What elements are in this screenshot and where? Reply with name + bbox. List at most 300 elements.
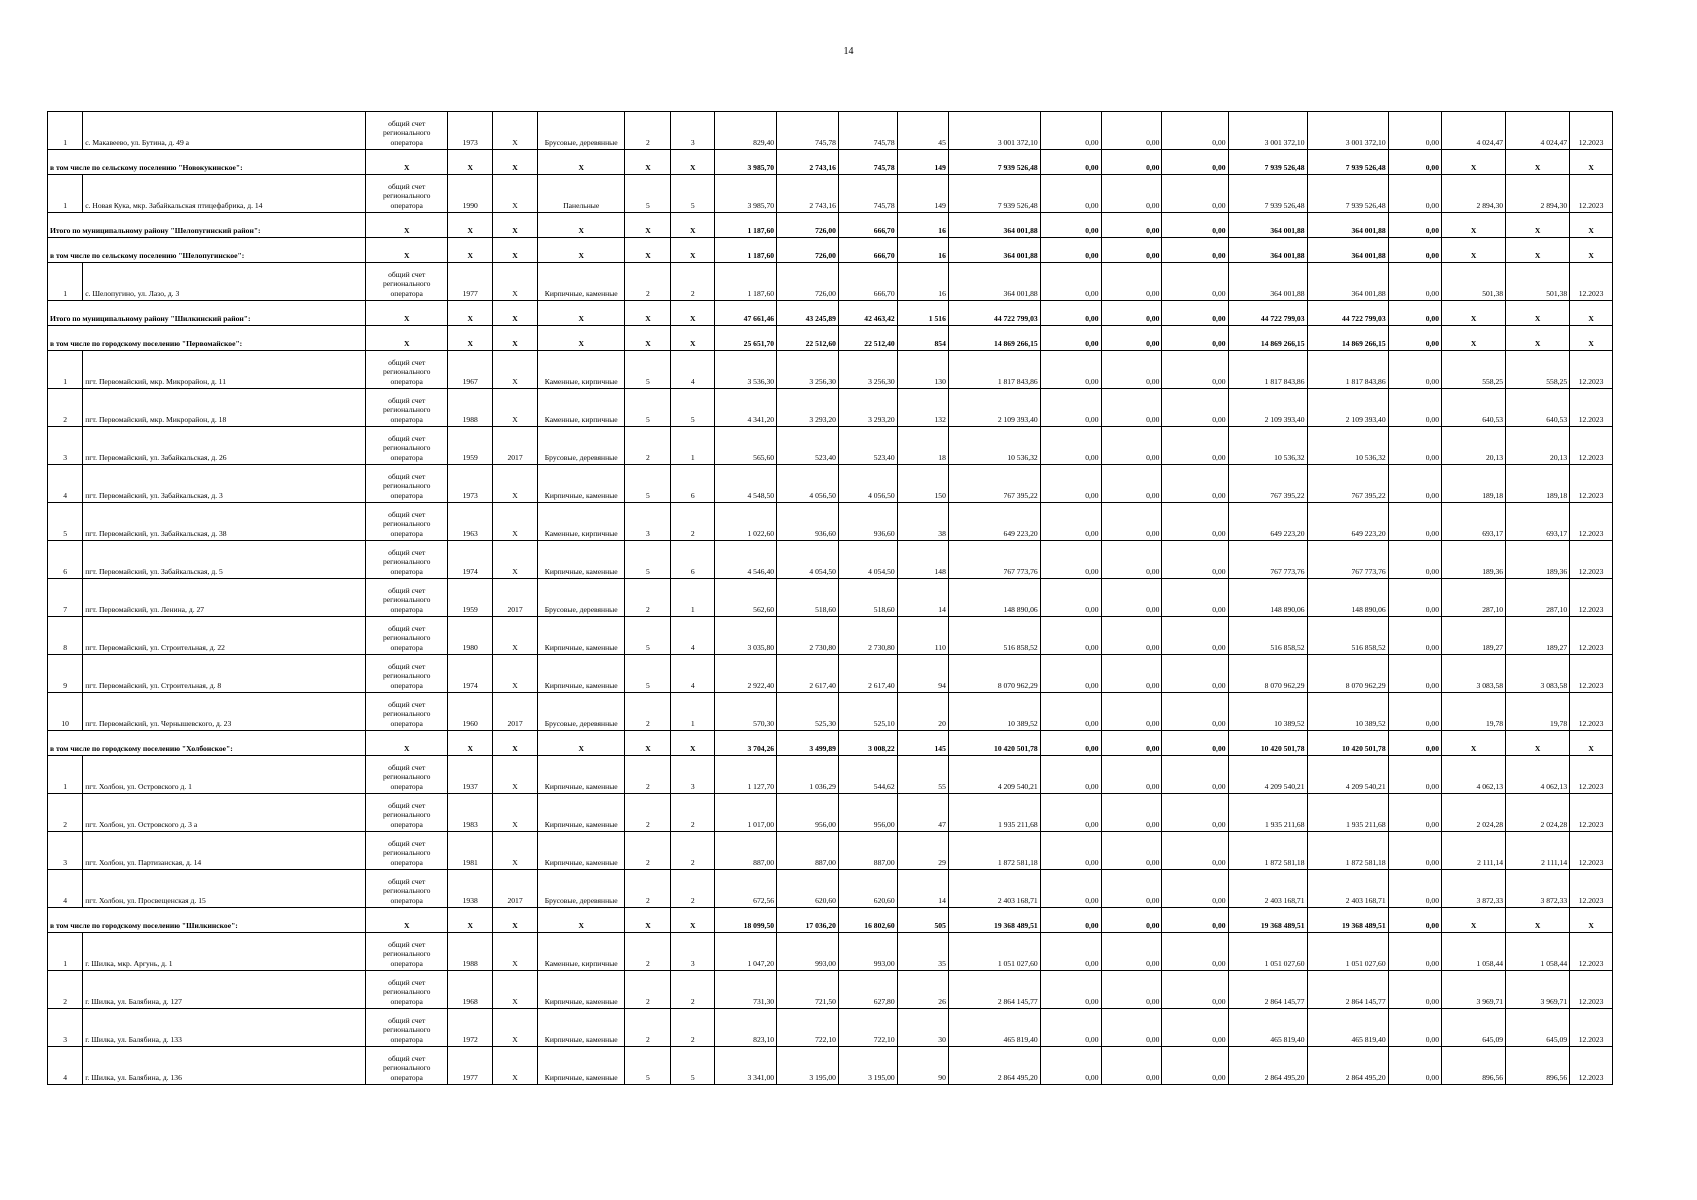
subtotal-cell: 726,00 xyxy=(777,238,839,263)
table-cell: 956,00 xyxy=(777,794,839,832)
subtotal-cell: 16 802,60 xyxy=(838,908,897,933)
table-cell: 2 403 168,71 xyxy=(1228,870,1307,908)
table-cell: Кирпичные, каменные xyxy=(537,756,625,794)
table-cell: 7 939 526,48 xyxy=(1307,175,1388,213)
table-cell: 0,00 xyxy=(1040,263,1101,301)
subtotal-cell: 44 722 799,03 xyxy=(1307,301,1388,326)
subtotal-cell: 1 187,60 xyxy=(715,213,777,238)
table-cell: 0,00 xyxy=(1388,541,1441,579)
table-cell: 0,00 xyxy=(1101,971,1162,1009)
subtotal-cell: X xyxy=(1442,326,1506,351)
table-cell: 10 536,32 xyxy=(1228,427,1307,465)
table-cell: 0,00 xyxy=(1040,427,1101,465)
subtotal-cell: 7 939 526,48 xyxy=(1228,150,1307,175)
table-cell: Брусовые, деревянные xyxy=(537,693,625,731)
table-cell: 5 xyxy=(625,617,671,655)
table-cell: 3 341,00 xyxy=(715,1047,777,1085)
table-cell: 20,13 xyxy=(1442,427,1506,465)
table-cell: 523,40 xyxy=(777,427,839,465)
subtotal-cell: X xyxy=(493,238,538,263)
table-cell: 2 xyxy=(625,1009,671,1047)
subtotal-cell: в том числе по сельскому поселению "Новокукинское": xyxy=(48,150,366,175)
table-cell: 47 xyxy=(897,794,948,832)
table-cell: 1 xyxy=(48,175,83,213)
subtotal-cell: X xyxy=(493,213,538,238)
table-cell: 936,60 xyxy=(838,503,897,541)
table-cell: 2 xyxy=(625,112,671,150)
table-cell: 5 xyxy=(671,389,715,427)
table-cell: 5 xyxy=(625,655,671,693)
table-cell: 558,25 xyxy=(1506,351,1570,389)
table-row xyxy=(48,579,1613,617)
table-cell: Кирпичные, каменные xyxy=(537,655,625,693)
table-cell: 2 xyxy=(671,971,715,1009)
subtotal-cell: 666,70 xyxy=(838,238,897,263)
subtotal-cell: 0,00 xyxy=(1101,326,1162,351)
table-cell: 0,00 xyxy=(1162,465,1228,503)
table-cell: 1 127,70 xyxy=(715,756,777,794)
table-cell: 1972 xyxy=(448,1009,493,1047)
table-cell: X xyxy=(493,112,538,150)
table-cell: X xyxy=(493,756,538,794)
table-row xyxy=(48,389,1613,427)
table-row xyxy=(48,933,1613,971)
table-cell: 0,00 xyxy=(1101,794,1162,832)
table-cell: общий счет регионального оператора xyxy=(366,1009,448,1047)
table-cell: 364 001,88 xyxy=(1307,263,1388,301)
subtotal-cell: X xyxy=(625,731,671,756)
table-cell: 4 054,50 xyxy=(777,541,839,579)
table-cell: 0,00 xyxy=(1040,870,1101,908)
table-cell: 0,00 xyxy=(1162,427,1228,465)
table-cell: 5 xyxy=(671,1047,715,1085)
table-cell: 287,10 xyxy=(1442,579,1506,617)
table-cell: 3 872,33 xyxy=(1506,870,1570,908)
subtotal-cell: 149 xyxy=(897,150,948,175)
table-cell: 0,00 xyxy=(1162,971,1228,1009)
table-cell: 4 xyxy=(671,617,715,655)
table-cell: общий счет регионального оператора xyxy=(366,175,448,213)
subtotal-cell: Итого по муниципальному району "Шелопугинский район": xyxy=(48,213,366,238)
table-cell: 565,60 xyxy=(715,427,777,465)
subtotal-cell: X xyxy=(625,213,671,238)
table-cell: 2 111,14 xyxy=(1442,832,1506,870)
table-cell: 1963 xyxy=(448,503,493,541)
subtotal-cell: 0,00 xyxy=(1162,908,1228,933)
table-cell: Каменные, кирпичные xyxy=(537,389,625,427)
subtotal-cell: 0,00 xyxy=(1040,301,1101,326)
table-cell: 0,00 xyxy=(1388,832,1441,870)
table-cell: 2 024,28 xyxy=(1506,794,1570,832)
table-cell: 8 070 962,29 xyxy=(1307,655,1388,693)
table-cell: 1 058,44 xyxy=(1506,933,1570,971)
table-cell: 287,10 xyxy=(1506,579,1570,617)
table-cell: 1981 xyxy=(448,832,493,870)
table-cell: 12.2023 xyxy=(1570,832,1613,870)
subtotal-cell: X xyxy=(493,301,538,326)
table-cell: 0,00 xyxy=(1040,794,1101,832)
subtotal-cell: X xyxy=(1442,213,1506,238)
table-row xyxy=(48,351,1613,389)
table-cell: 722,10 xyxy=(838,1009,897,1047)
table-cell: Каменные, кирпичные xyxy=(537,351,625,389)
table-cell: 3 985,70 xyxy=(715,175,777,213)
subtotal-cell: 1 516 xyxy=(897,301,948,326)
table-cell: 516 858,52 xyxy=(948,617,1040,655)
table-cell: 4 062,13 xyxy=(1506,756,1570,794)
table-cell: 4 548,50 xyxy=(715,465,777,503)
subtotal-cell: 3 499,89 xyxy=(777,731,839,756)
table-cell: 1 817 843,86 xyxy=(1228,351,1307,389)
table-cell: 4 024,47 xyxy=(1506,112,1570,150)
subtotal-cell: X xyxy=(493,326,538,351)
table-row xyxy=(48,175,1613,213)
table-cell: 12.2023 xyxy=(1570,617,1613,655)
table-cell: Кирпичные, каменные xyxy=(537,1009,625,1047)
table-cell: 721,50 xyxy=(777,971,839,1009)
table-cell: 620,60 xyxy=(777,870,839,908)
subtotal-cell: X xyxy=(1570,150,1613,175)
table-cell: 1 047,20 xyxy=(715,933,777,971)
table-cell: общий счет регионального оператора xyxy=(366,427,448,465)
table-cell: 3 xyxy=(625,503,671,541)
table-cell: 6 xyxy=(671,465,715,503)
table-cell: 2 109 393,40 xyxy=(1307,389,1388,427)
table-cell: 2 403 168,71 xyxy=(1307,870,1388,908)
table-cell: 90 xyxy=(897,1047,948,1085)
subtotal-cell: X xyxy=(1506,150,1570,175)
subtotal-cell: 364 001,88 xyxy=(1228,213,1307,238)
table-row xyxy=(48,756,1613,794)
table-cell: общий счет регионального оператора xyxy=(366,794,448,832)
table-cell: 1 017,00 xyxy=(715,794,777,832)
table-cell: 0,00 xyxy=(1388,693,1441,731)
table-row xyxy=(48,503,1613,541)
table-cell: общий счет регионального оператора xyxy=(366,503,448,541)
subtotal-cell: в том числе по городскому поселению "Холбонское": xyxy=(48,731,366,756)
table-cell: 887,00 xyxy=(838,832,897,870)
table-cell: 149 xyxy=(897,175,948,213)
subtotal-cell: X xyxy=(448,238,493,263)
subtotal-cell: X xyxy=(1442,150,1506,175)
subtotal-cell: X xyxy=(448,301,493,326)
table-cell: 26 xyxy=(897,971,948,1009)
table-cell: 5 xyxy=(625,465,671,503)
subtotal-cell: 3 704,26 xyxy=(715,731,777,756)
table-cell: 0,00 xyxy=(1162,756,1228,794)
table-cell: Кирпичные, каменные xyxy=(537,263,625,301)
table-cell: X xyxy=(493,655,538,693)
table-cell: общий счет регионального оператора xyxy=(366,263,448,301)
subtotal-cell: 44 722 799,03 xyxy=(948,301,1040,326)
table-cell: 3 969,71 xyxy=(1442,971,1506,1009)
subtotal-cell: 19 368 489,51 xyxy=(948,908,1040,933)
subtotal-cell: X xyxy=(448,326,493,351)
table-cell: 0,00 xyxy=(1040,756,1101,794)
housing-repair-table xyxy=(47,111,1613,1085)
table-cell: 4 062,13 xyxy=(1442,756,1506,794)
subtotal-cell: 0,00 xyxy=(1040,150,1101,175)
subtotal-cell: в том числе по городскому поселению "Шилкинское": xyxy=(48,908,366,933)
table-cell: с. Новая Кука, мкр. Забайкальская птицефабрика, д. 14 xyxy=(83,175,366,213)
table-cell: 5 xyxy=(625,351,671,389)
table-row xyxy=(48,263,1613,301)
table-cell: 0,00 xyxy=(1388,427,1441,465)
table-cell: Брусовые, деревянные xyxy=(537,579,625,617)
table-cell: 465 819,40 xyxy=(948,1009,1040,1047)
table-cell: 0,00 xyxy=(1040,933,1101,971)
table-row xyxy=(48,112,1613,150)
table-cell: 2 xyxy=(48,971,83,1009)
table-cell: 2 xyxy=(625,832,671,870)
subtotal-cell: X xyxy=(493,908,538,933)
table-cell: 1 935 211,68 xyxy=(1228,794,1307,832)
subtotal-cell: 0,00 xyxy=(1162,326,1228,351)
table-cell: 3 293,20 xyxy=(777,389,839,427)
table-cell: 0,00 xyxy=(1388,112,1441,150)
subtotal-cell: 1 187,60 xyxy=(715,238,777,263)
table-cell: 0,00 xyxy=(1101,503,1162,541)
table-cell: 12.2023 xyxy=(1570,465,1613,503)
subtotal-cell: 364 001,88 xyxy=(948,213,1040,238)
subtotal-cell: 0,00 xyxy=(1388,238,1441,263)
table-cell: 1 xyxy=(48,263,83,301)
table-cell: 0,00 xyxy=(1162,870,1228,908)
table-cell: 38 xyxy=(897,503,948,541)
table-cell: 12.2023 xyxy=(1570,1047,1613,1085)
table-cell: 1959 xyxy=(448,427,493,465)
table-cell: 1980 xyxy=(448,617,493,655)
table-cell: 0,00 xyxy=(1388,794,1441,832)
table-cell: 0,00 xyxy=(1162,175,1228,213)
table-cell: 0,00 xyxy=(1101,655,1162,693)
table-cell: г. Шилка, ул. Балябина, д. 127 xyxy=(83,971,366,1009)
subtotal-cell: X xyxy=(366,301,448,326)
table-cell: 620,60 xyxy=(838,870,897,908)
table-cell: 525,10 xyxy=(838,693,897,731)
subtotal-cell: X xyxy=(448,150,493,175)
table-cell: г. Шилка, ул. Балябина, д. 133 xyxy=(83,1009,366,1047)
table-cell: Каменные, кирпичные xyxy=(537,933,625,971)
table-cell: 640,53 xyxy=(1506,389,1570,427)
table-cell: 12.2023 xyxy=(1570,794,1613,832)
table-cell: пгт. Первомайский, ул. Забайкальская, д. 3 xyxy=(83,465,366,503)
table-cell: X xyxy=(493,503,538,541)
table-cell: 1973 xyxy=(448,465,493,503)
table-cell: 823,10 xyxy=(715,1009,777,1047)
table-cell: общий счет регионального оператора xyxy=(366,389,448,427)
table-cell: 5 xyxy=(671,175,715,213)
table-cell: общий счет регионального оператора xyxy=(366,655,448,693)
table-cell: 10 536,32 xyxy=(948,427,1040,465)
table-cell: X xyxy=(493,794,538,832)
table-cell: 35 xyxy=(897,933,948,971)
table-cell: общий счет регионального оператора xyxy=(366,693,448,731)
table-cell: общий счет регионального оператора xyxy=(366,541,448,579)
table-cell: 4 056,50 xyxy=(838,465,897,503)
table-cell: 3 083,58 xyxy=(1506,655,1570,693)
subtotal-cell: X xyxy=(1442,908,1506,933)
table-cell: 1937 xyxy=(448,756,493,794)
table-cell: 2 743,16 xyxy=(777,175,839,213)
subtotal-cell: 0,00 xyxy=(1388,213,1441,238)
table-cell: 0,00 xyxy=(1101,263,1162,301)
table-cell: 189,27 xyxy=(1442,617,1506,655)
table-cell: 130 xyxy=(897,351,948,389)
table-cell: 0,00 xyxy=(1388,389,1441,427)
table-cell: 0,00 xyxy=(1388,263,1441,301)
table-cell: 10 389,52 xyxy=(948,693,1040,731)
table-cell: X xyxy=(493,1047,538,1085)
subtotal-cell: 505 xyxy=(897,908,948,933)
table-cell: 4 xyxy=(48,870,83,908)
table-cell: 5 xyxy=(625,1047,671,1085)
table-cell: 0,00 xyxy=(1162,617,1228,655)
table-cell: 1938 xyxy=(448,870,493,908)
table-cell: 0,00 xyxy=(1388,465,1441,503)
subtotal-cell: 10 420 501,78 xyxy=(948,731,1040,756)
table-cell: 2 864 495,20 xyxy=(948,1047,1040,1085)
subtotal-cell: 10 420 501,78 xyxy=(1228,731,1307,756)
table-cell: 2 864 145,77 xyxy=(1228,971,1307,1009)
table-cell: 0,00 xyxy=(1101,579,1162,617)
table-cell: 3 195,00 xyxy=(777,1047,839,1085)
subtotal-cell: 726,00 xyxy=(777,213,839,238)
subtotal-cell: 17 036,20 xyxy=(777,908,839,933)
table-cell: 2 xyxy=(625,263,671,301)
subtotal-cell: 0,00 xyxy=(1162,150,1228,175)
subtotal-cell: 0,00 xyxy=(1101,238,1162,263)
subtotal-cell: 364 001,88 xyxy=(948,238,1040,263)
subtotal-cell: 0,00 xyxy=(1101,150,1162,175)
table-cell: 0,00 xyxy=(1162,112,1228,150)
table-cell: 2 xyxy=(625,756,671,794)
subtotal-cell: 22 512,40 xyxy=(838,326,897,351)
subtotal-cell: X xyxy=(1506,213,1570,238)
table-cell: общий счет регионального оператора xyxy=(366,933,448,971)
table-cell: 45 xyxy=(897,112,948,150)
table-cell: 2 109 393,40 xyxy=(948,389,1040,427)
table-cell: 0,00 xyxy=(1162,693,1228,731)
table-cell: 562,60 xyxy=(715,579,777,617)
table-cell: 4 209 540,21 xyxy=(948,756,1040,794)
table-cell: 0,00 xyxy=(1162,503,1228,541)
table-cell: 2 864 495,20 xyxy=(1307,1047,1388,1085)
table-cell: 0,00 xyxy=(1162,832,1228,870)
table-cell: 0,00 xyxy=(1101,465,1162,503)
table-cell: 1968 xyxy=(448,971,493,1009)
table-cell: пгт. Первомайский, ул. Строительная, д. 8 xyxy=(83,655,366,693)
subtotal-cell: 0,00 xyxy=(1101,213,1162,238)
table-cell: 2 xyxy=(625,693,671,731)
table-cell: 767 773,76 xyxy=(948,541,1040,579)
subtotal-cell: X xyxy=(1442,301,1506,326)
subtotal-cell: X xyxy=(537,326,625,351)
table-cell: 4 xyxy=(48,465,83,503)
subtotal-cell: X xyxy=(1506,731,1570,756)
table-cell: Брусовые, деревянные xyxy=(537,427,625,465)
table-cell: 0,00 xyxy=(1162,655,1228,693)
table-cell: 4 xyxy=(671,351,715,389)
table-cell: 0,00 xyxy=(1388,579,1441,617)
table-cell: 1 817 843,86 xyxy=(948,351,1040,389)
table-row xyxy=(48,870,1613,908)
table-cell: 936,60 xyxy=(777,503,839,541)
table-cell: общий счет регионального оператора xyxy=(366,465,448,503)
table-cell: 12.2023 xyxy=(1570,427,1613,465)
table-cell: 189,18 xyxy=(1506,465,1570,503)
table-cell: 2 403 168,71 xyxy=(948,870,1040,908)
table-cell: общий счет регионального оператора xyxy=(366,351,448,389)
subtotal-cell: 14 869 266,15 xyxy=(1228,326,1307,351)
table-cell: 30 xyxy=(897,1009,948,1047)
table-cell: X xyxy=(493,389,538,427)
table-cell: 767 395,22 xyxy=(1307,465,1388,503)
table-cell: 3 293,20 xyxy=(838,389,897,427)
table-cell: 1967 xyxy=(448,351,493,389)
table-cell: 8 070 962,29 xyxy=(948,655,1040,693)
table-cell: 0,00 xyxy=(1162,1009,1228,1047)
table-cell: пгт. Холбон, ул. Островского д. 3 а xyxy=(83,794,366,832)
table-cell: 0,00 xyxy=(1388,1009,1441,1047)
subtotal-cell: X xyxy=(366,150,448,175)
subtotal-cell: X xyxy=(625,238,671,263)
subtotal-cell: 0,00 xyxy=(1388,908,1441,933)
table-cell: 10 389,52 xyxy=(1228,693,1307,731)
table-cell: 0,00 xyxy=(1101,870,1162,908)
table-cell: пгт. Первомайский, ул. Забайкальская, д. 38 xyxy=(83,503,366,541)
page-number: 14 xyxy=(843,46,854,57)
table-cell: 189,36 xyxy=(1442,541,1506,579)
table-cell: 29 xyxy=(897,832,948,870)
table-cell: общий счет регионального оператора xyxy=(366,1047,448,1085)
table-cell: 1 051 027,60 xyxy=(948,933,1040,971)
table-cell: X xyxy=(493,933,538,971)
table-cell: 0,00 xyxy=(1101,1009,1162,1047)
table-cell: 20 xyxy=(897,693,948,731)
subtotal-row xyxy=(48,301,1613,326)
subtotal-cell: 44 722 799,03 xyxy=(1228,301,1307,326)
subtotal-cell: X xyxy=(671,301,715,326)
subtotal-cell: 47 661,46 xyxy=(715,301,777,326)
subtotal-cell: 2 743,16 xyxy=(777,150,839,175)
table-cell: 148 xyxy=(897,541,948,579)
table-cell: общий счет регионального оператора xyxy=(366,617,448,655)
table-cell: 6 xyxy=(48,541,83,579)
table-cell: 4 054,50 xyxy=(838,541,897,579)
subtotal-cell: X xyxy=(537,731,625,756)
table-cell: 1974 xyxy=(448,655,493,693)
table-cell: 2 864 495,20 xyxy=(1228,1047,1307,1085)
table-cell: 3 xyxy=(48,832,83,870)
table-cell: 1960 xyxy=(448,693,493,731)
table-cell: 3 xyxy=(48,1009,83,1047)
subtotal-cell: 18 099,50 xyxy=(715,908,777,933)
table-cell: 649 223,20 xyxy=(948,503,1040,541)
table-cell: общий счет регионального оператора xyxy=(366,832,448,870)
table-cell: 1983 xyxy=(448,794,493,832)
table-cell: 3 536,30 xyxy=(715,351,777,389)
table-cell: 0,00 xyxy=(1388,617,1441,655)
table-cell: 1 xyxy=(671,427,715,465)
table-cell: 2 xyxy=(625,971,671,1009)
table-cell: 0,00 xyxy=(1040,693,1101,731)
table-cell: 767 773,76 xyxy=(1228,541,1307,579)
subtotal-cell: X xyxy=(493,150,538,175)
subtotal-cell: 42 463,42 xyxy=(838,301,897,326)
table-row xyxy=(48,794,1613,832)
subtotal-cell: 0,00 xyxy=(1040,213,1101,238)
